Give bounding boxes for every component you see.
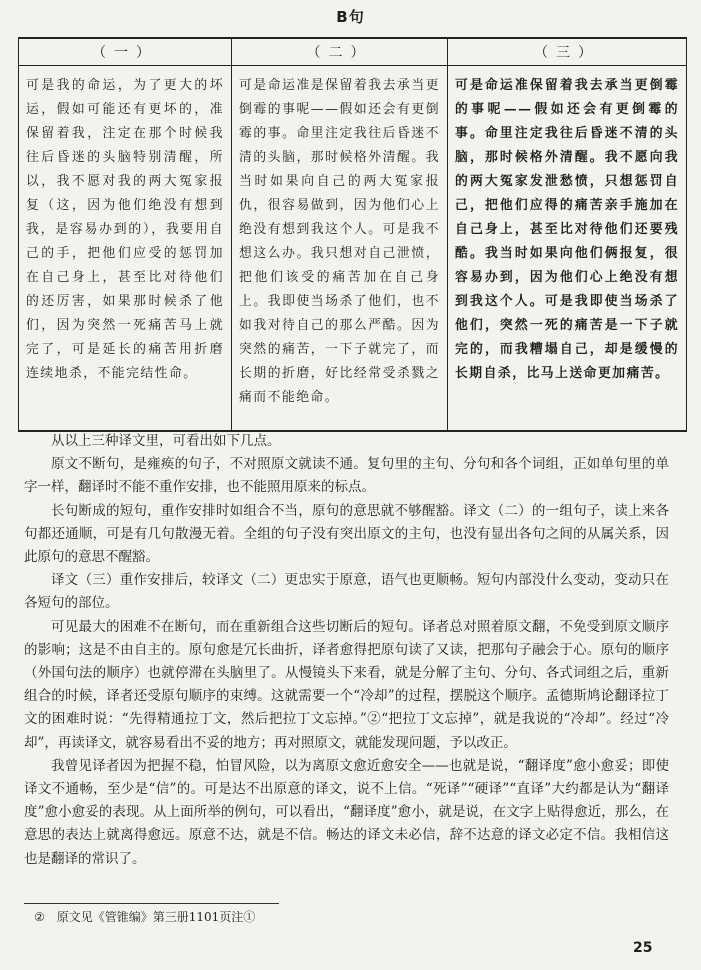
section-title: B句	[336, 8, 365, 26]
header-translation-2: （二）	[232, 38, 448, 66]
translation-1-text: 可是我的命运，为了更大的坏运，假如可能还有更坏的，准保留着我，注定在那个时候我往后昏迷的头脑特别清醒，所以，我不愿对我的两大冤家报复（这，因为他们绝没有想到我，是容易办到的），我要用自己的手，把他们应受的惩罚加在自己身上，甚至比对待他们的还厉害，如果那时候杀了他们，因为突然一死痛苦马上就完了，可是延长的痛苦用折磨连续地杀，不能完结性命。	[19, 66, 232, 432]
page-number: 25	[633, 940, 653, 956]
translation-2-text: 可是命运准是保留着我去承当更倒霉的事呢——假如还会有更倒霉的事。命里注定我往后昏迷不清的头脑，那时候格外清醒。我当时如果向自己的两大冤家报仇，很容易做到，因为他们心上绝没有想到我这个人。可是我不想这么办。我只想对自己泄愤，把他们该受的痛苦加在自己身上。我即使当场杀了他们，也不如我对待自己的那么严酷。因为突然的痛苦，一下子就完了，而长期的折磨，好比经常受杀戮之痛而不能绝命。	[232, 66, 448, 432]
footnote-mark: ②	[34, 910, 45, 924]
footnote	[34, 909, 255, 925]
body-text	[24, 430, 669, 871]
table-header-row	[19, 38, 687, 66]
paragraph: 从以上三种译文里，可看出如下几点。	[51, 433, 281, 449]
paragraph: 可见最大的困难不在断句，而在重新组合这些切断后的短句。译者总对照着原文翻，不免受到原文顺序的影响；这是不由自主的。原句愈是冗长曲折，译者愈得把原句读了又读，把那句子融会于心。原句的顺序（外国句法的顺序）也就停滞在头脑里了。从慢镜头下来看，就是分解了主句、分句、各式词组之后，重新组合的时候，译者还受原句顺序的束缚。这就需要一个“冷却”的过程，摆脱这个顺序。孟德斯鸠论翻译拉丁文的困难时说：“先得精通拉丁文，然后把拉丁文忘掉。”②“把拉丁文忘掉”，就是我说的“冷却”。经过“冷却”，再读译文，就容易看出不妥的地方；再对照原文，就能发现问题，予以改正。	[24, 618, 669, 751]
footnote-text: 原文见《管锥编》第三册1101页注①	[56, 910, 256, 924]
footnote-divider	[24, 903, 279, 904]
header-translation-3: （三）	[448, 38, 687, 66]
paragraph: 译文（三）重作安排后，较译文（二）更忠实于原意，语气也更顺畅。短句内部没什么变动，变动只在各短句的部位。	[24, 572, 669, 612]
paragraph: 长句断成的短句，重作安排时如组合不当，原句的意思就不够醒豁。译文（二）的一组句子，读上来各句都还通顺，可是有几句散漫无着。全组的句子没有突出原文的主句，也没有显出各句之间的从属关系，因此原句的意思不醒豁。	[24, 502, 669, 566]
translation-comparison-table	[18, 37, 687, 432]
paragraph: 原文不断句，是雍痪的句子，不对照原文就读不通。复句里的主句、分句和各个词组，正如单句里的单字一样，翻译时不能不重作安排，也不能照用原来的标点。	[24, 456, 669, 496]
paragraph: 我曾见译者因为把握不稳，怕冒风险，以为离原文愈近愈安全——也就是说，“翻译度”愈小愈妥；即使译文不通畅，至少是“信”的。可是达不出原意的译文，说不上信。“死译”“硬译”“直译”大约都是认为“翻译度”愈小愈妥的表现。从上面所举的例句，可以看出，“翻译度”愈小，就是说，在文字上贴得愈近，那么，在意思的表达上就离得愈远。原意不达，就是不信。畅达的译文未必信，辞不达意的译文必定不信。我相信这也是翻译的常识了。	[24, 757, 669, 867]
header-translation-1: （一）	[19, 38, 232, 66]
translation-3-text: 可是命运准保留着我去承当更倒霉的事呢——假如还会有更倒霉的事。命里注定我往后昏迷不清的头脑，那时候格外清醒。我不愿向我的两大冤家发泄愁愤，只想惩罚自己，把他们应得的痛苦亲手施加在自己身上，甚至比对待他们还要残酷。我当时如果向他们俩报复，很容易办到，因为他们心上绝没有想到我这个人。可是我即使当场杀了他们，突然一死的痛苦是一下子就完的，而我糟塌自己，却是缓慢的长期自杀，比马上送命更加痛苦。	[448, 66, 687, 432]
table-row	[19, 66, 687, 432]
